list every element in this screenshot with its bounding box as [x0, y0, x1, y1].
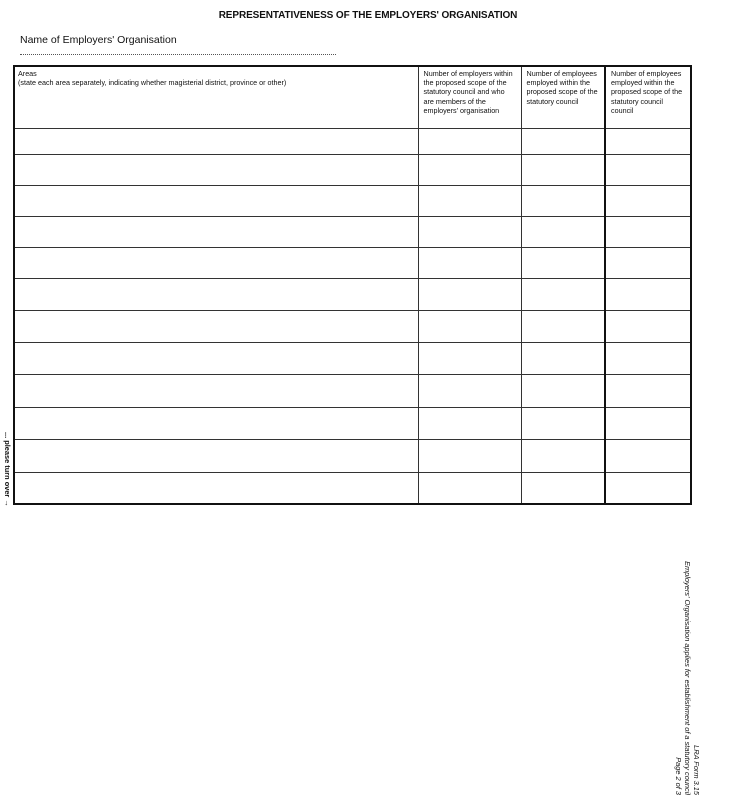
cell-employees[interactable] — [521, 311, 605, 343]
cell-employees[interactable] — [521, 279, 605, 311]
cell-employers[interactable] — [418, 129, 521, 155]
turn-over-note: ... please turn over → — [3, 432, 12, 507]
representativeness-table — [13, 65, 692, 505]
cell-employers[interactable] — [418, 408, 521, 440]
cell-employers[interactable] — [418, 217, 521, 248]
cell-employees[interactable] — [521, 408, 605, 440]
table-row — [14, 155, 691, 186]
cell-employees-council[interactable] — [605, 408, 691, 440]
column-header-employees: Number of employees employed within the proposed scope of the statutory council — [521, 66, 605, 129]
table-row — [14, 217, 691, 248]
table-row — [14, 473, 691, 504]
cell-employees-council[interactable] — [605, 343, 691, 375]
cell-area[interactable] — [14, 440, 418, 473]
cell-employers[interactable] — [418, 473, 521, 504]
cell-employees-council[interactable] — [605, 129, 691, 155]
cell-area[interactable] — [14, 129, 418, 155]
document-title: REPRESENTATIVENESS OF THE EMPLOYERS' ORGANISATION — [218, 10, 518, 21]
table-body — [14, 129, 691, 504]
cell-employees-council[interactable] — [605, 186, 691, 217]
cell-area[interactable] — [14, 279, 418, 311]
side-note — [674, 505, 701, 795]
table-row — [14, 129, 691, 155]
form-description: Employers' Organisation applies for establishment of a statutory council — [683, 561, 692, 795]
table-row — [14, 279, 691, 311]
column-header-employers: Number of employers within the proposed scope of the statutory council and who are members of the employers' organisation — [418, 66, 521, 129]
cell-employers[interactable] — [418, 343, 521, 375]
cell-area[interactable] — [14, 217, 418, 248]
table-header-row — [14, 66, 691, 129]
table-row — [14, 440, 691, 473]
cell-employees[interactable] — [521, 440, 605, 473]
cell-employers[interactable] — [418, 155, 521, 186]
cell-area[interactable] — [14, 311, 418, 343]
table-row — [14, 375, 691, 408]
cell-area[interactable] — [14, 155, 418, 186]
cell-area[interactable] — [14, 186, 418, 217]
column-header-areas-title: Areas — [18, 69, 37, 78]
cell-area[interactable] — [14, 375, 418, 408]
cell-employers[interactable] — [418, 279, 521, 311]
column-header-areas-subtitle: (state each area separately, indicating whether magisterial district, province or other) — [18, 78, 287, 88]
table-row — [14, 343, 691, 375]
cell-area[interactable] — [14, 248, 418, 279]
cell-employers[interactable] — [418, 375, 521, 408]
cell-employees[interactable] — [521, 129, 605, 155]
cell-employers[interactable] — [418, 248, 521, 279]
cell-employees-council[interactable] — [605, 217, 691, 248]
page-number: Page 2 of 3 — [674, 757, 683, 795]
cell-employers[interactable] — [418, 186, 521, 217]
cell-employees[interactable] — [521, 248, 605, 279]
cell-area[interactable] — [14, 473, 418, 504]
cell-employees-council[interactable] — [605, 473, 691, 504]
cell-employees-council[interactable] — [605, 440, 691, 473]
cell-area[interactable] — [14, 408, 418, 440]
form-number: LRA Form 3.15 — [692, 745, 701, 795]
table-row — [14, 311, 691, 343]
org-name-label: Name of Employers' Organisation — [20, 34, 177, 46]
cell-employees-council[interactable] — [605, 279, 691, 311]
cell-employees-council[interactable] — [605, 248, 691, 279]
cell-employees-council[interactable] — [605, 375, 691, 408]
cell-employees[interactable] — [521, 343, 605, 375]
cell-employees[interactable] — [521, 155, 605, 186]
table-row — [14, 408, 691, 440]
table-row — [14, 248, 691, 279]
column-header-areas — [14, 66, 418, 129]
cell-employees-council[interactable] — [605, 311, 691, 343]
cell-employees-council[interactable] — [605, 155, 691, 186]
cell-employers[interactable] — [418, 440, 521, 473]
cell-employees[interactable] — [521, 375, 605, 408]
table-row — [14, 186, 691, 217]
cell-area[interactable] — [14, 343, 418, 375]
cell-employees[interactable] — [521, 217, 605, 248]
cell-employees[interactable] — [521, 473, 605, 504]
cell-employees[interactable] — [521, 186, 605, 217]
cell-employers[interactable] — [418, 311, 521, 343]
column-header-employees-council: Number of employees employed within the proposed scope of the statutory council council — [605, 66, 691, 129]
org-name-field[interactable] — [20, 54, 336, 55]
